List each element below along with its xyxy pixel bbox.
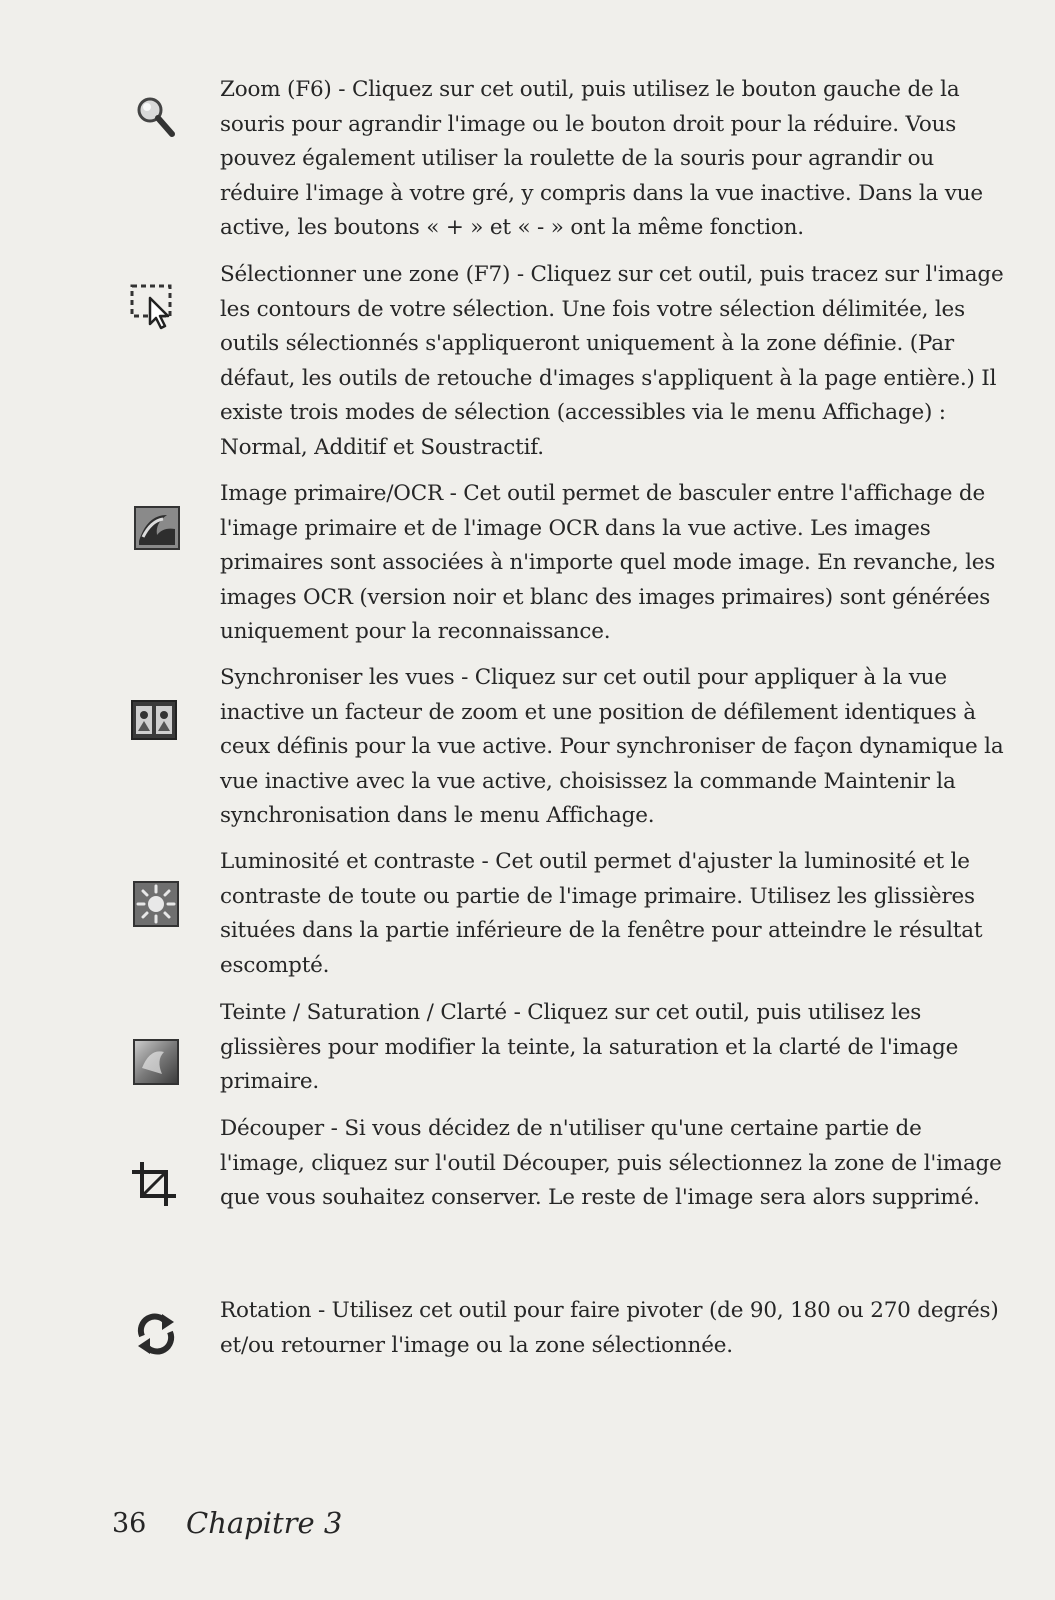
chapter-title: Chapitre 3 <box>186 1506 343 1540</box>
entry-title: Zoom (F6) <box>220 77 332 102</box>
entry-title: Découper <box>220 1116 324 1141</box>
entry-brightness-contrast <box>220 845 1010 983</box>
separator: - <box>474 849 496 874</box>
page-number: 36 <box>112 1508 147 1539</box>
entry-crop <box>220 1112 1010 1216</box>
entry-text: Si vous décidez de n'utiliser qu'une certaine partie de l'image, cliquez sur l'outil Découper, puis sélectionnez la zone de l'image que vous souhaitez conserver. Le reste de l'image sera alors supprimé. <box>220 1116 1002 1210</box>
entry-select-zone <box>220 258 1010 465</box>
primary-ocr-image-icon <box>133 505 181 553</box>
entry-title: Luminosité et contraste <box>220 849 475 874</box>
entry-hue-saturation <box>220 996 1010 1100</box>
entry-rotation <box>220 1294 1010 1363</box>
separator: - <box>454 665 475 690</box>
brightness-contrast-icon <box>132 880 180 928</box>
separator: - <box>323 1116 345 1141</box>
entry-text: Utilisez cet outil pour faire pivoter (de 90, 180 ou 270 degrés) et/ou retourner l'image ou la zone sélectionnée. <box>220 1298 999 1358</box>
crop-icon <box>130 1160 178 1208</box>
zoom-magnifier-icon <box>130 92 178 140</box>
separator: - <box>331 77 352 102</box>
hue-saturation-icon <box>132 1038 180 1086</box>
separator: - <box>510 262 531 287</box>
select-area-icon <box>128 282 176 330</box>
entry-zoom <box>220 73 1010 246</box>
entry-text: Cliquez sur cet outil, puis utilisez les glissières pour modifier la teinte, la saturation et la clarté de l'image primaire. <box>220 1000 959 1094</box>
rotate-icon <box>132 1310 180 1358</box>
entry-text: Cliquez sur cet outil pour appliquer à la vue inactive un facteur de zoom et une position de défilement identiques à ceux définis pour la vue active. Pour synchroniser de façon dynamique la vue inactive avec la vue active, choisissez la commande Maintenir la synchronisation dans le menu Affichage. <box>220 665 1004 828</box>
entry-text: Cliquez sur cet outil, puis utilisez le bouton gauche de la souris pour agrandir l'image ou le bouton droit pour la réduire. Vous pouvez également utiliser la roulette de la souris pour agrandir ou réduire l'image à votre gré, y compris dans la vue inactive. Dans la vue active, les boutons « + » et « - » ont la même fonction. <box>220 77 983 240</box>
entry-sync-views <box>220 661 1010 834</box>
separator: - <box>442 481 464 506</box>
entry-title: Image primaire/OCR <box>220 481 443 506</box>
entry-title: Synchroniser les vues <box>220 665 455 690</box>
entry-text: Cet outil permet d'ajuster la luminosité et le contraste de toute ou partie de l'image primaire. Utilisez les glissières situées dans la partie inférieure de la fenêtre pour atteindre le résultat escompté. <box>220 849 983 978</box>
entry-title: Teinte / Saturation / Clarté <box>220 1000 507 1025</box>
entry-title: Sélectionner une zone (F7) <box>220 262 511 287</box>
separator: - <box>506 1000 528 1025</box>
separator: - <box>311 1298 332 1323</box>
entry-text: Cliquez sur cet outil, puis tracez sur l'image les contours de votre sélection. Une fois votre sélection délimitée, les outils sélectionnés s'appliqueront uniquement à la zone définie. (Par défaut, les outils de retouche d'images s'appliquent à la page entière.) Il existe trois modes de sélection (accessibles via le menu Affichage) : Normal, Additif et Soustractif. <box>220 262 1004 460</box>
entry-title: Rotation <box>220 1298 312 1323</box>
entry-primary-ocr <box>220 477 1010 650</box>
entry-text: Cet outil permet de basculer entre l'affichage de l'image primaire et de l'image OCR dans la vue active. Les images primaires sont associées à n'importe quel mode image. En revanche, les images OCR (version noir et blanc des images primaires) sont générées uniquement pour la reconnaissance. <box>220 481 996 644</box>
synchronize-views-icon <box>130 697 178 745</box>
